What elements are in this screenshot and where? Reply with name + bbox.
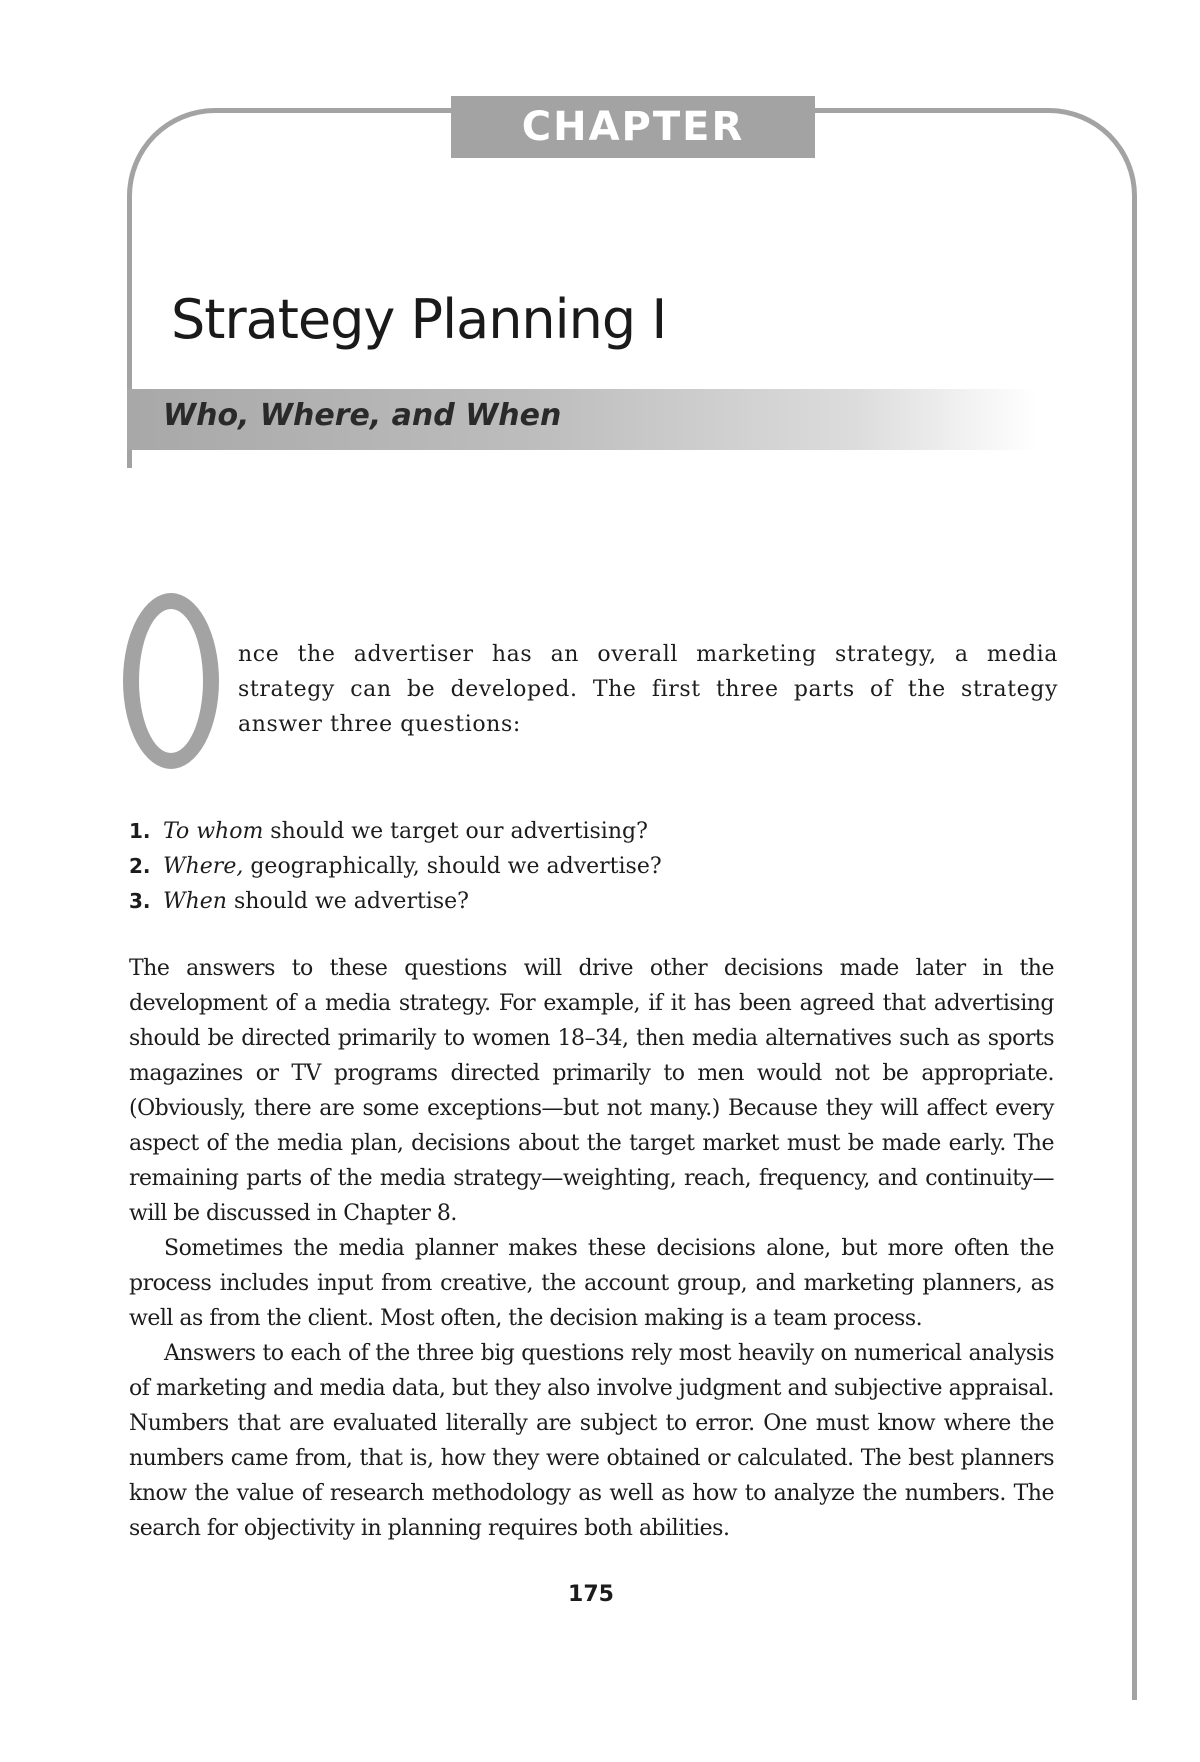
list-item-text: geographically, should we advertise?	[243, 854, 662, 879]
body-paragraph: The answers to these questions will drive other decisions made later in the development of a media strategy. For example, if it has been agreed that advertising should be directed primarily to women 18–34, then media alternatives such as sports magazines or TV programs directed primarily to men would not be appropriate. (Obviously, there are some exceptions—but not many.) Because they will affect every aspect of the media plan, decisions about the target market must be made early. The remaining parts of the media strategy—weighting, reach, frequency, and continuity—will be discussed in Chapter 8.	[129, 956, 1054, 1226]
list-item-number: 2.	[129, 854, 151, 878]
list-item-text: should we target our advertising?	[263, 819, 648, 844]
page-edge-rule	[1132, 440, 1137, 1700]
list-item-emphasis: When	[163, 889, 227, 914]
list-item-emphasis: Where,	[163, 854, 244, 879]
chapter-title: Strategy Planning I	[171, 288, 667, 351]
chapter-label: CHAPTER SEVEN	[451, 96, 815, 158]
list-item-number: 3.	[129, 889, 151, 913]
list-item	[129, 849, 662, 884]
body-paragraph: Sometimes the media planner makes these decisions alone, but more often the process includes input from creative, the account group, and marketing planners, as well as from the client. Most often, the decision making is a team process.	[129, 1236, 1054, 1331]
body-paragraph: Answers to each of the three big questions rely most heavily on numerical analysis of marketing and media data, but they also involve judgment and subjective appraisal. Numbers that are evaluated literally are subject to error. One must know where the numbers came from, that is, how they were obtained or calculated. The best planners know the value of research methodology as well as how to analyze the numbers. The search for objectivity in planning requires both abilities.	[129, 1341, 1054, 1541]
list-item	[129, 814, 662, 849]
page-number: 175	[568, 1582, 614, 1607]
list-item	[129, 884, 662, 919]
intro-paragraph: nce the advertiser has an overall marketing strategy, a media strategy can be developed. The first three parts of the strategy answer three questions:	[238, 642, 1058, 737]
list-item-number: 1.	[129, 819, 151, 843]
chapter-subtitle: Who, Where, and When	[163, 398, 562, 433]
drop-cap-letter	[123, 593, 219, 769]
body-text	[129, 951, 1054, 1546]
question-list	[129, 814, 662, 919]
list-item-text: should we advertise?	[226, 889, 469, 914]
list-item-emphasis: To whom	[163, 819, 264, 844]
